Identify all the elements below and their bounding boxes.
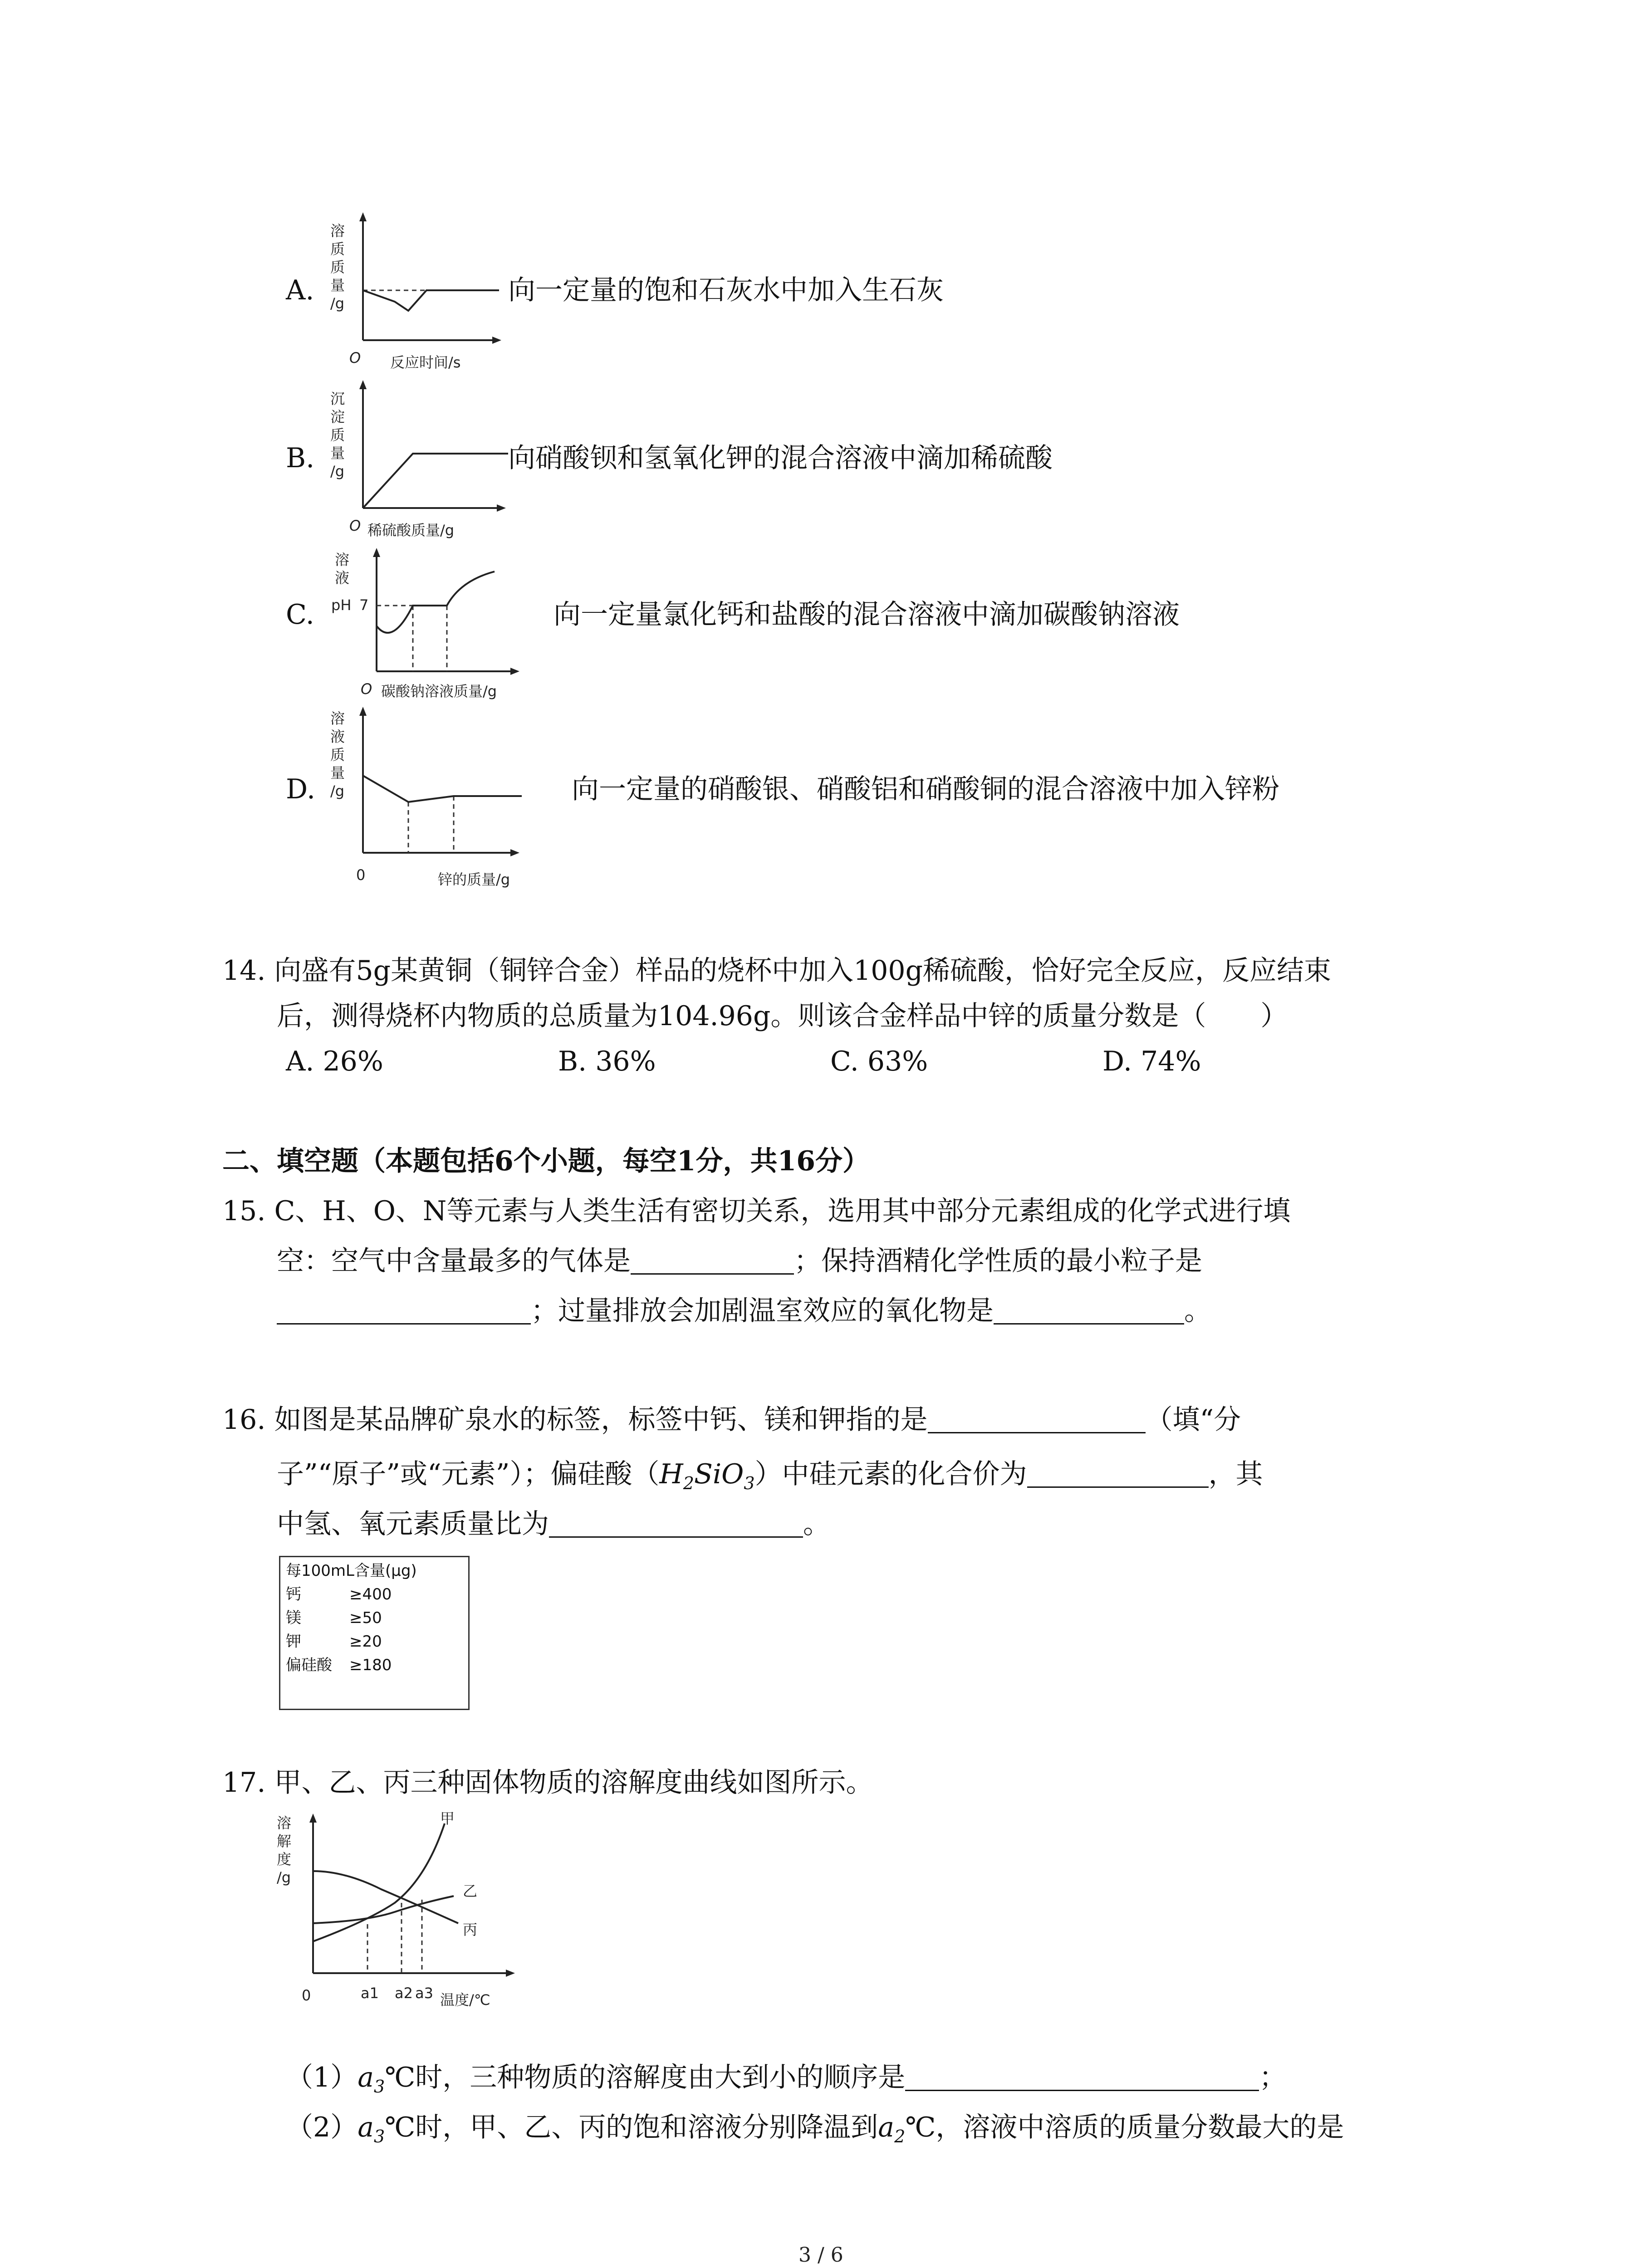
mineral-water-label bbox=[279, 1556, 470, 1710]
x-axis-label: 温度/℃ bbox=[440, 1991, 490, 2009]
svg-text:锌的质量/g: 锌的质量/g bbox=[438, 871, 510, 888]
series-label: 丙 bbox=[463, 1921, 478, 1938]
svg-text:碳酸钠溶液质量/g: 碳酸钠溶液质量/g bbox=[381, 683, 497, 700]
curve-b bbox=[363, 454, 508, 508]
svg-text:稀硫酸质量/g: 稀硫酸质量/g bbox=[367, 522, 455, 539]
svg-text:液: 液 bbox=[335, 569, 350, 587]
svg-text:质: 质 bbox=[330, 746, 345, 763]
curve-d bbox=[363, 776, 522, 802]
graph-b bbox=[327, 376, 522, 544]
option-letter: D. bbox=[286, 773, 316, 805]
q15-line3: ；过量排放会加剧温室效应的氧化物是 。 bbox=[277, 1297, 1211, 1325]
answer-blank[interactable] bbox=[549, 1513, 803, 1538]
option-letter: B. bbox=[286, 442, 315, 474]
svg-text:/g: /g bbox=[330, 782, 345, 800]
series-jia-curve bbox=[313, 1823, 445, 1941]
answer-blank[interactable] bbox=[631, 1250, 794, 1275]
q16-line2: 子”“原子”或“元素”）；偏硅酸$(H_2SiO_3)$中硅元素的化合价为 ，其 bbox=[277, 1458, 1263, 1493]
label-row: 镁 ≥50 bbox=[286, 1609, 382, 1627]
svg-text:/g: /g bbox=[330, 463, 345, 480]
y-label-char: /g bbox=[277, 1869, 291, 1886]
svg-text:质: 质 bbox=[330, 426, 345, 444]
option-description: 向一定量氯化钙和盐酸的混合溶液中滴加碳酸钠溶液 bbox=[554, 599, 1180, 631]
q14-choice-a: A. 26% bbox=[286, 1046, 383, 1077]
answer-blank[interactable] bbox=[1027, 1463, 1209, 1488]
series-label: 甲 bbox=[440, 1810, 455, 1827]
q14-line2: 后，测得烧杯内物质的总质量为104.96g。则该合金样品中锌的质量分数是（ ） bbox=[277, 1000, 1288, 1032]
svg-text:溶: 溶 bbox=[335, 551, 350, 568]
option-letter: A. bbox=[286, 274, 314, 306]
origin-label: O bbox=[349, 349, 361, 367]
label-row: 钾 ≥20 bbox=[286, 1633, 382, 1651]
y-label-char: 溶 bbox=[277, 1814, 292, 1832]
graph-a bbox=[327, 209, 508, 376]
option-letter: C. bbox=[286, 599, 314, 631]
option-description: 向硝酸钡和氢氧化钾的混合溶液中滴加稀硫酸 bbox=[508, 442, 1053, 474]
page-number: 3 / 6 bbox=[798, 2244, 843, 2267]
graph-c bbox=[331, 544, 531, 708]
option-description: 向一定量的硝酸银、硝酸铝和硝酸铜的混合溶液中加入锌粉 bbox=[572, 773, 1279, 805]
q16-line3: 中氢、氧元素质量比为 。 bbox=[277, 1508, 830, 1540]
svg-text:O: O bbox=[349, 517, 361, 534]
q16-line1: 16. 如图是某品牌矿泉水的标签，标签中钙、镁和钾指的是 （填“分 bbox=[222, 1404, 1241, 1436]
y-label-char: 质 bbox=[330, 240, 345, 258]
q13-option-d bbox=[272, 703, 1543, 894]
option-description: 向一定量的饱和石灰水中加入生石灰 bbox=[508, 274, 944, 306]
q13-option-c bbox=[272, 544, 1543, 717]
tick-label: a3 bbox=[415, 1984, 433, 2002]
curve-c bbox=[377, 572, 495, 633]
origin-label: 0 bbox=[302, 1987, 311, 2004]
q13-option-b bbox=[272, 376, 1452, 549]
svg-text:淀: 淀 bbox=[330, 408, 345, 425]
tick-label: a1 bbox=[361, 1984, 379, 2002]
y-label-char: /g bbox=[330, 295, 345, 312]
q13-option-a bbox=[272, 209, 1452, 381]
label-row: 钙 ≥400 bbox=[286, 1585, 392, 1603]
q17-sub1: $(1)a_3℃$时，三种物质的溶解度由大到小的顺序是 ； bbox=[286, 2062, 1287, 2097]
q14-choice-b: B. 36% bbox=[558, 1046, 656, 1077]
svg-text:0: 0 bbox=[356, 866, 366, 884]
y-label-char: 量 bbox=[330, 277, 345, 294]
q14-choice-c: C. 63% bbox=[830, 1046, 928, 1077]
q15-line2: 空：空气中含量最多的气体是 ；保持酒精化学性质的最小粒子是 bbox=[277, 1245, 1202, 1277]
answer-blank[interactable] bbox=[994, 1300, 1184, 1325]
svg-text:液: 液 bbox=[330, 728, 345, 745]
curve-a bbox=[363, 290, 499, 311]
y-label-char: 度 bbox=[277, 1851, 292, 1868]
graph-d bbox=[327, 703, 535, 894]
series-label: 乙 bbox=[463, 1882, 478, 1900]
answer-blank[interactable] bbox=[928, 1408, 1146, 1433]
svg-text:量: 量 bbox=[330, 445, 345, 462]
solubility-curve-chart bbox=[277, 1805, 531, 2019]
svg-text:沉: 沉 bbox=[330, 390, 345, 407]
q14-choice-d: D. 74% bbox=[1102, 1046, 1201, 1077]
q17-sub2: $(2)a_3℃$时，甲、乙、丙的饱和溶液分别降温到$a_2℃$，溶液中溶质的质量分数最大的是 bbox=[286, 2112, 1344, 2146]
svg-text:7: 7 bbox=[359, 596, 369, 614]
svg-text:溶: 溶 bbox=[330, 710, 345, 727]
svg-text:量: 量 bbox=[330, 764, 345, 782]
q14-line1: 14. 向盛有5g某黄铜（铜锌合金）样品的烧杯中加入100g稀硫酸，恰好完全反应，反应结束 bbox=[222, 955, 1332, 987]
x-axis-label: 反应时间/s bbox=[390, 354, 461, 371]
answer-blank[interactable] bbox=[905, 2066, 1259, 2091]
label-row: 偏硅酸 ≥180 bbox=[286, 1656, 392, 1674]
y-label-char: 质 bbox=[330, 259, 345, 276]
q15-line1: 15. C、H、O、N等元素与人类生活有密切关系，选用其中部分元素组成的化学式进行填 bbox=[222, 1195, 1291, 1227]
answer-blank[interactable] bbox=[277, 1300, 531, 1325]
section-title: 二、填空题（本题包括6个小题，每空1分，共16分） bbox=[222, 1145, 870, 1177]
svg-text:O: O bbox=[361, 680, 372, 698]
y-label-char: 解 bbox=[277, 1833, 292, 1850]
label-header: 每100mL含量(μg) bbox=[286, 1562, 417, 1580]
tick-label: a2 bbox=[395, 1984, 413, 2002]
q17-line1: 17. 甲、乙、丙三种固体物质的溶解度曲线如图所示。 bbox=[222, 1767, 873, 1799]
y-label-char: 溶 bbox=[330, 222, 345, 240]
svg-text:pH: pH bbox=[331, 596, 352, 614]
